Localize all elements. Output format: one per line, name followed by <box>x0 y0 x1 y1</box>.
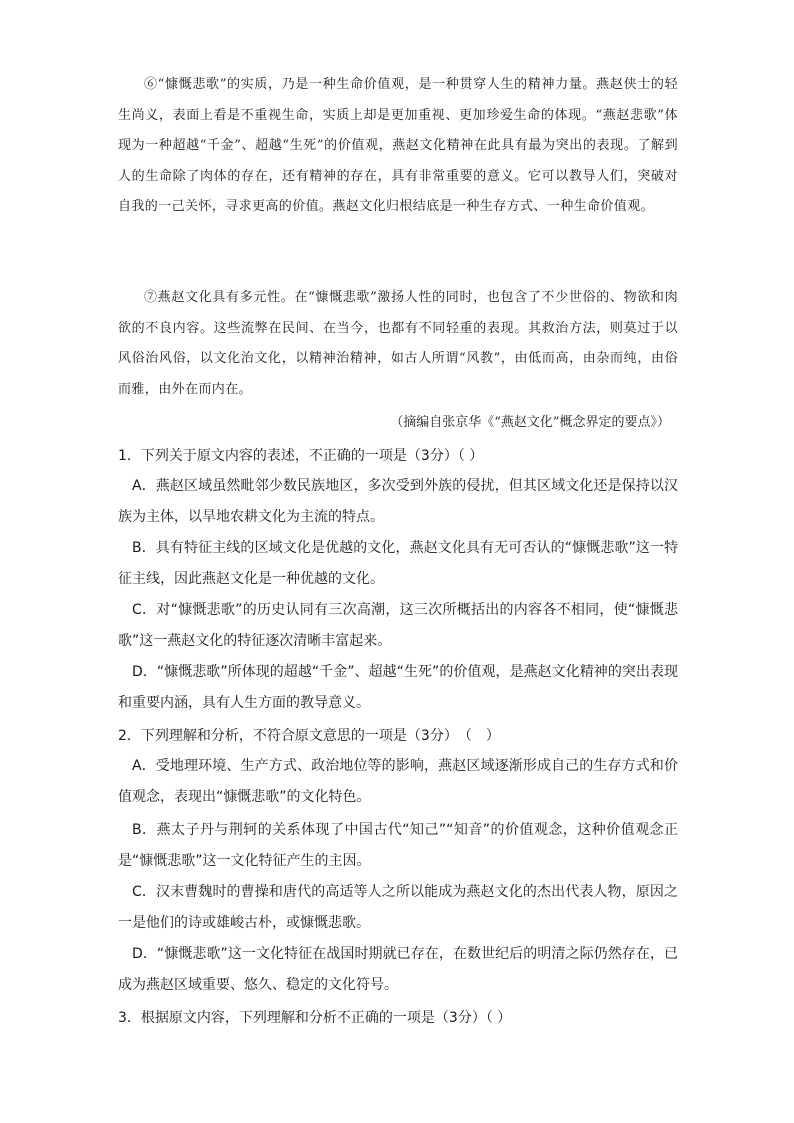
question-1-option-a: A．燕赵区域虽然毗邻少数民族地区，多次受到外族的侵扰，但其区域文化还是保持以汉族为主体，以旱地农耕文化为主流的特点。 <box>118 478 678 525</box>
passage-source: （摘编自张京华《“燕赵文化”概念界定的要点》） <box>390 415 670 430</box>
question-1-option-d: D．“慷慨悲歌”所体现的超越“千金”、超越“生死”的价值观，是燕赵文化精神的突出表现和重要内涵，具有人生方面的教导意义。 <box>118 664 678 711</box>
question-2-option-b: B．燕太子丹与荆轲的关系体现了中国古代“知己”“知音”的价值观念，这种价值观念正是“慷慨悲歌”这一文化特征产生的主因。 <box>118 822 678 869</box>
question-2-option-d: D．“慷慨悲歌”这一文化特征在战国时期就已存在，在数世纪后的明清之际仍然存在，已成为燕赵区域重要、悠久、稳定的文化符号。 <box>118 946 678 993</box>
passage-paragraph-7: ⑦燕赵文化具有多元性。在“慷慨悲歌”激扬人性的同时，也包含了不少世俗的、物欲和肉欲的不良内容。这些流弊在民间、在当今，也都有不同轻重的表现。其救治方法，则莫过于以风俗治风俗，以文化治文化，以精神治精神，如古人所谓“风教”，由低而高，由杂而纯，由俗而雅，由外在而内在。 <box>118 290 678 397</box>
question-1-stem: 1．下列关于原文内容的表述，不正确的一项是（3分）（ ） <box>118 448 484 464</box>
question-3-stem: 3．根据原文内容，下列理解和分析不正确的一项是（3分）（ ） <box>118 1010 512 1026</box>
question-1-option-b: B．具有特征主线的区域文化是优越的文化，燕赵文化具有无可否认的“慷慨悲歌”这一特征主线，因此燕赵文化是一种优越的文化。 <box>118 540 678 587</box>
question-1-option-c: C．对“慷慨悲歌”的历史认同有三次高潮，这三次所概括出的内容各不相同，使“慷慨悲歌”这一燕赵文化的特征逐次清晰丰富起来。 <box>118 602 678 649</box>
question-2-option-a: A．受地理环境、生产方式、政治地位等的影响，燕赵区域逐渐形成自己的生存方式和价值观念，表现出“慷慨悲歌”的文化特色。 <box>118 758 678 805</box>
passage-paragraph-6: ⑥“慷慨悲歌”的实质，乃是一种生命价值观，是一种贯穿人生的精神力量。燕赵侠士的轻生尚义，表面上看是不重视生命，实质上却是更加重视、更加珍爱生命的体现。“燕赵悲歌”体现为一种超越“千金”、超越“生死”的价值观，燕赵文化精神在此具有最为突出的表现。了解到人的生命除了肉体的存在，还有精神的存在，具有非常重要的意义。它可以教导人们，突破对自我的一己关怀，寻求更高的价值。燕赵文化归根结底是一种生存方式、一种生命价值观。 <box>118 77 678 215</box>
question-2-stem: 2．下列理解和分析，不符合原文意思的一项是（3分） （ ） <box>118 728 500 744</box>
question-2-option-c: C．汉末曹魏时的曹操和唐代的高适等人之所以能成为燕赵文化的杰出代表人物，原因之一是他们的诗或雄峻古朴，或慷慨悲歌。 <box>118 884 678 931</box>
